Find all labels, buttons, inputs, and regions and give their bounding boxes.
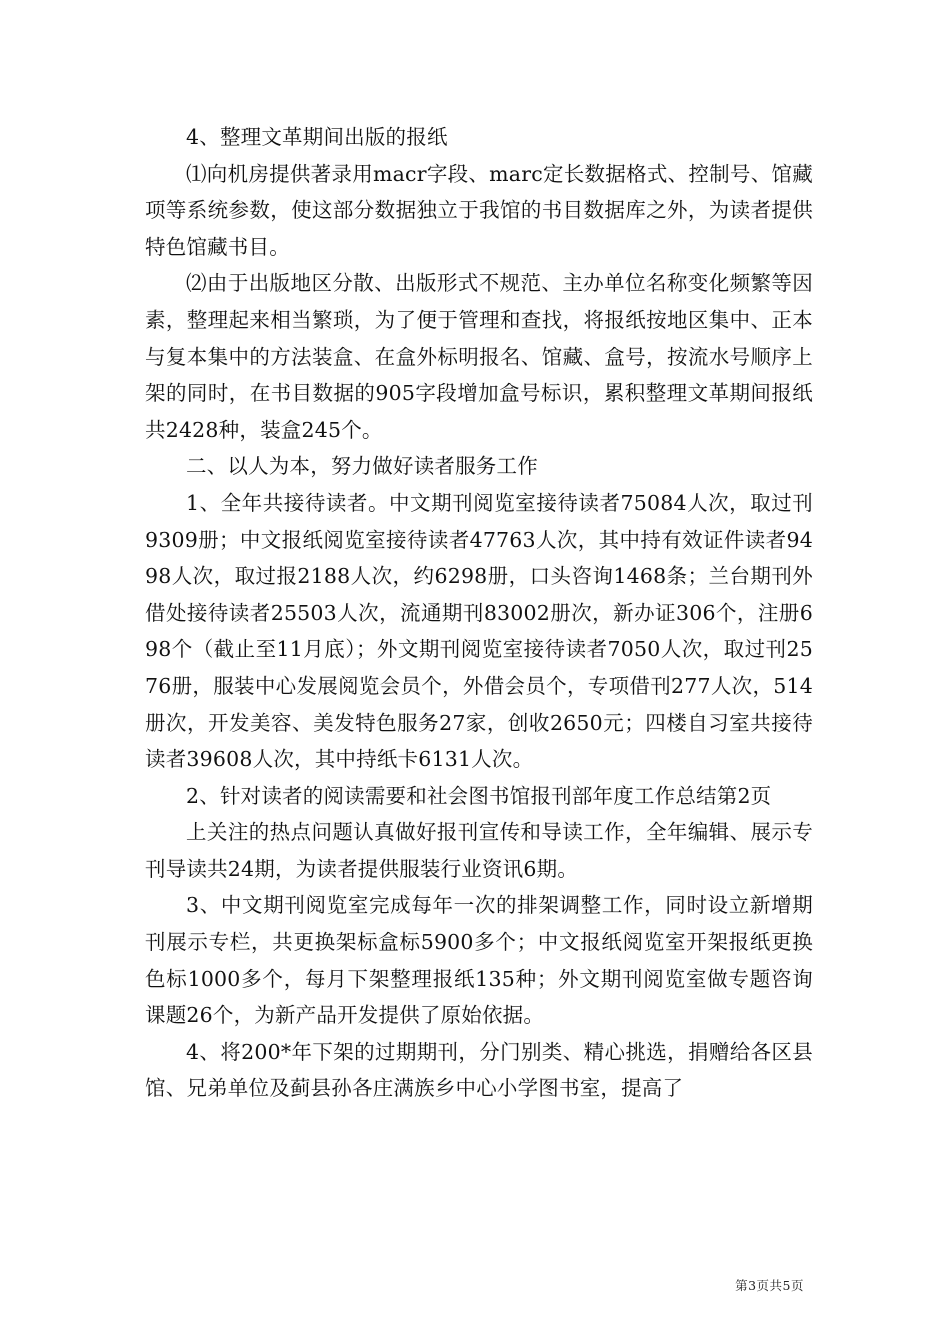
paragraph-guided-reading: 上关注的热点问题认真做好报刊宣传和导读工作，全年编辑、展示专刊导读共24期，为读者提供服装行业资讯6期。: [145, 820, 813, 881]
paragraph-system-params: ⑴向机房提供著录用macr字段、marc定长数据格式、控制号、馆藏项等系统参数，使这部分数据独立于我馆的书目数据库之外，为读者提供特色馆藏书目。: [145, 161, 813, 259]
page-number: 第3页共5页: [735, 1278, 804, 1293]
heading-newspapers: 4、整理文革期间出版的报纸: [186, 125, 448, 149]
heading-reader-service: 二、以人为本，努力做好读者服务工作: [186, 454, 538, 479]
paragraph-reader-statistics: 1、全年共接待读者。中文期刊阅览室接待读者75084人次，取过刊9309册；中文报纸阅览室接待读者47763人次，其中持有效证件读者9498人次，取过报2188人次，约6298册，口头咨询1468条；兰台期刊外借处接待读者25503人次，流通期刊83002册次，新办证306个，注册698个（截止至11月底）；外文期刊阅览室接待读者7050人次，取过刊2576册，服装中心发展阅览会员个，外借会员个，专项借刊277人次，514册次，开发美容、美发特色服务27家，创收2650元；四楼自习室共接待读者39608人次，其中持纸卡6131人次。: [145, 490, 813, 772]
paragraph-reading-needs: 2、针对读者的阅读需要和社会图书馆报刊部年度工作总结第2页: [186, 783, 772, 808]
paragraph-donation: 4、将200*年下架的过期期刊，分门别类、精心挑选，捐赠给各区县馆、兄弟单位及蓟县孙各庄满族乡中心小学图书室，提高了: [145, 1039, 813, 1101]
paragraph-newspaper-sorting: ⑵由于出版地区分散、出版形式不规范、主办单位名称变化频繁等因素，整理起来相当繁琐，为了便于管理和查找，将报纸按地区集中、正本与复本集中的方法装盒、在盒外标明报名、馆藏、盒号，按流水号顺序上架的同时，在书目数据的905字段增加盒号标识，累积整理文革期间报纸共2428种，装盒245个。: [145, 271, 813, 442]
paragraph-shelf-adjustment: 3、中文期刊阅览室完成每年一次的排架调整工作，同时设立新增期刊展示专栏，共更换架标盒标5900多个；中文报纸阅览室开架报纸更换色标1000多个，每月下架整理报纸135种；外文期刊阅览室做专题咨询课题26个，为新产品开发提供了原始依据。: [145, 893, 813, 1028]
document-body: [145, 119, 813, 1107]
